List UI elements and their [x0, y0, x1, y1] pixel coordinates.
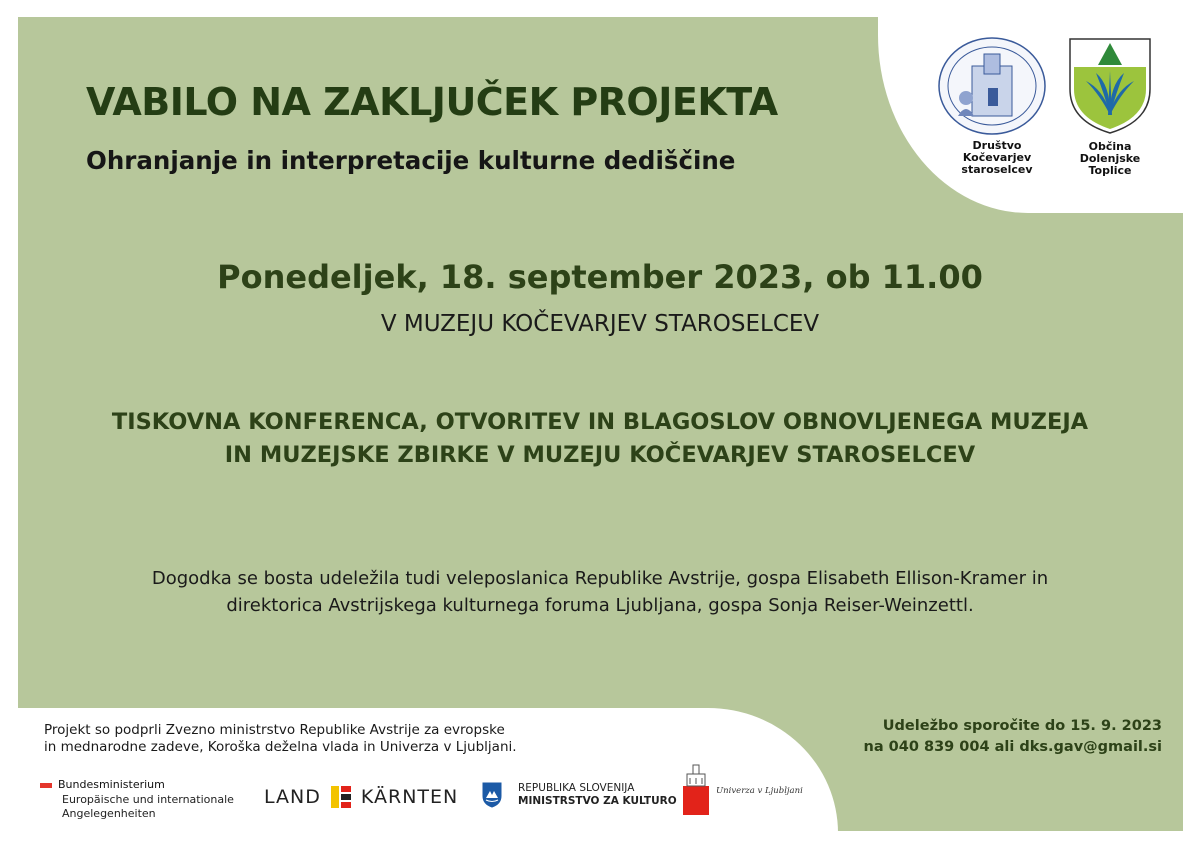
program-line: IN MUZEJSKE ZBIRKE V MUZEJU KOČEVARJEV STAROSELCEV [224, 442, 976, 468]
event-venue: V MUZEJU KOČEVARJEV STAROSELCEV [380, 311, 820, 337]
event-guests [0, 565, 1200, 619]
guests-line: direktorica Avstrijskega kulturnega foruma Ljubljana, gospa Sonja Reiser-Weinzettl. [226, 595, 974, 616]
obcina-coat-of-arms [1068, 37, 1152, 135]
land-karnten-logo [264, 786, 458, 808]
caption-line: staroselcev [961, 163, 1033, 176]
event-program [0, 406, 1200, 472]
rsvp-line: Udeležbo sporočite do 15. 9. 2023 [882, 718, 1162, 734]
page-title: VABILO NA ZAKLJUČEK PROJEKTA [86, 80, 778, 124]
univerza-text: Univerza v Ljubljani [716, 786, 803, 796]
slovenia-shield-icon [482, 782, 502, 808]
austria-flag-icon [40, 783, 52, 788]
caption-line: Kočevarjev [962, 151, 1032, 164]
bmeia-line: Angelegenheiten [62, 807, 156, 820]
ministrstvo-line: REPUBLIKA SLOVENIJA [518, 782, 635, 794]
rsvp-note [864, 716, 1162, 758]
obcina-caption [1068, 141, 1152, 177]
caption-line: Občina [1088, 140, 1132, 153]
drustvo-caption [952, 140, 1042, 176]
univerza-logo [682, 764, 803, 816]
support-note [44, 722, 517, 756]
guests-line: Dogodka se bosta udeležila tudi veleposlanica Republike Avstrije, gospa Elisabeth Ellison-Kramer in [151, 568, 1049, 589]
bmeia-logo [40, 778, 234, 822]
rsvp-line: na 040 839 004 ali dks.gav@gmail.si [863, 739, 1162, 755]
event-datetime: Ponedeljek, 18. september 2023, ob 11.00 [217, 258, 983, 296]
ministrstvo-logo [482, 782, 677, 808]
bmeia-line: Bundesministerium [58, 778, 165, 791]
ministrstvo-line: MINISTRSTVO ZA KULTURO [518, 795, 677, 807]
drustvo-seal-logo [936, 36, 1048, 136]
program-line: TISKOVNA KONFERENCA, OTVORITEV IN BLAGOSLOV OBNOVLJENEGA MUZEJA [111, 409, 1089, 435]
caption-line: Društvo [972, 139, 1022, 152]
caption-line: Toplice [1088, 164, 1132, 177]
univerza-building-icon [682, 764, 710, 816]
land-text: LAND [264, 786, 321, 808]
caption-line: Dolenjske [1079, 152, 1141, 165]
karnten-text: KÄRNTEN [360, 786, 459, 808]
support-line: in mednarodne zadeve, Koroška deželna vlada in Univerza v Ljubljani. [44, 739, 517, 755]
karnten-mark-icon [331, 786, 351, 808]
page-subtitle: Ohranjanje in interpretacije kulturne dediščine [86, 146, 736, 175]
support-line: Projekt so podprli Zvezno ministrstvo Republike Avstrije za evropske [44, 722, 505, 738]
bmeia-line: Europäische und internationale [62, 792, 234, 806]
